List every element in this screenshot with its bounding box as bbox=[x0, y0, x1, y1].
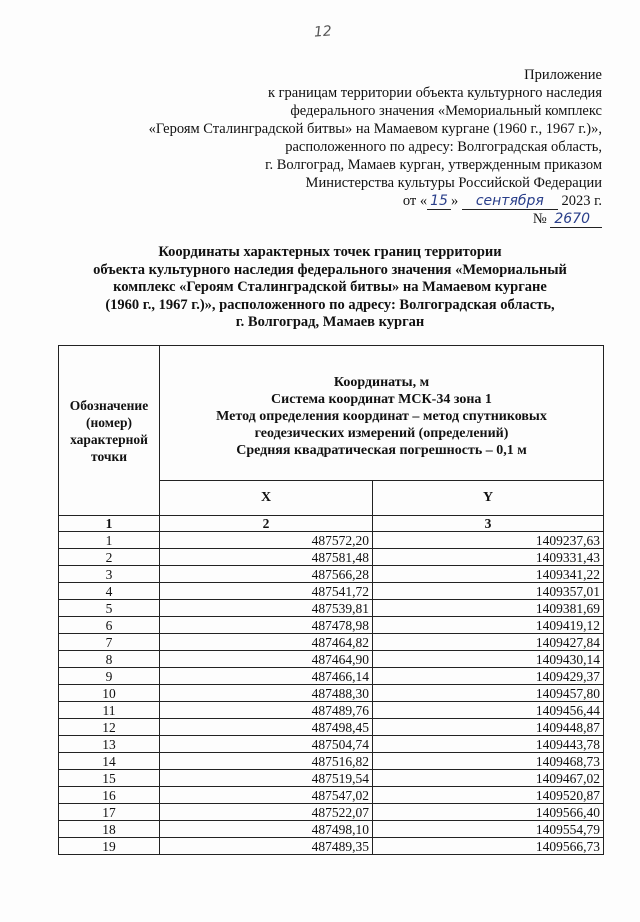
y-coordinate-cell: 1409468,73 bbox=[373, 753, 604, 770]
point-number-cell: 18 bbox=[59, 821, 160, 838]
table-row bbox=[59, 770, 604, 787]
title-line: комплекс «Героям Сталинградской битвы» на Мамаевом кургане bbox=[113, 279, 547, 296]
document-title bbox=[60, 244, 600, 332]
table-row bbox=[59, 685, 604, 702]
table-row bbox=[59, 583, 604, 600]
y-axis-header: Y bbox=[373, 481, 604, 516]
table-row bbox=[59, 600, 604, 617]
table-row bbox=[59, 668, 604, 685]
point-number-cell: 14 bbox=[59, 753, 160, 770]
header-line: точки bbox=[90, 448, 128, 464]
y-coordinate-cell: 1409237,63 bbox=[373, 532, 604, 549]
x-coordinate-cell: 487516,82 bbox=[160, 753, 373, 770]
y-coordinate-cell: 1409467,02 bbox=[373, 770, 604, 787]
table-row bbox=[59, 821, 604, 838]
table-row bbox=[59, 617, 604, 634]
appendix-line: Министерства культуры Российской Федерации bbox=[305, 175, 602, 191]
point-number-cell: 3 bbox=[59, 566, 160, 583]
table-row bbox=[59, 804, 604, 821]
x-coordinate-cell: 487566,28 bbox=[160, 566, 373, 583]
date-mid: » bbox=[450, 193, 459, 209]
table-row bbox=[59, 736, 604, 753]
point-number-cell: 13 bbox=[59, 736, 160, 753]
appendix-line: «Героям Сталинградской битвы» на Мамаевом кургане (1960 г., 1967 г.)», bbox=[148, 121, 602, 137]
y-coordinate-cell: 1409457,80 bbox=[373, 685, 604, 702]
header-line: Средняя квадратическая погрешность – 0,1 м bbox=[236, 442, 527, 458]
point-number-cell: 8 bbox=[59, 651, 160, 668]
date-day-handwritten: 15 bbox=[427, 194, 451, 210]
column-number: 2 bbox=[160, 516, 373, 532]
y-coordinate-cell: 1409427,84 bbox=[373, 634, 604, 651]
point-number-cell: 12 bbox=[59, 719, 160, 736]
x-coordinate-cell: 487466,14 bbox=[160, 668, 373, 685]
order-date bbox=[149, 192, 602, 210]
title-line: Координаты характерных точек границ территории bbox=[158, 244, 502, 260]
date-year: 2023 г. bbox=[561, 193, 602, 209]
date-prefix: от « bbox=[402, 193, 428, 209]
x-coordinate-cell: 487519,54 bbox=[160, 770, 373, 787]
table-row bbox=[59, 634, 604, 651]
header-line: геодезических измерений (определений) bbox=[254, 425, 509, 441]
x-coordinate-cell: 487489,35 bbox=[160, 838, 373, 855]
header-line: Координаты, м bbox=[333, 374, 430, 390]
coordinates-header bbox=[160, 346, 604, 481]
point-number-cell: 6 bbox=[59, 617, 160, 634]
point-number-cell: 9 bbox=[59, 668, 160, 685]
point-number-cell: 7 bbox=[59, 634, 160, 651]
y-coordinate-cell: 1409341,22 bbox=[373, 566, 604, 583]
y-coordinate-cell: 1409430,14 bbox=[373, 651, 604, 668]
point-number-cell: 16 bbox=[59, 787, 160, 804]
table-row bbox=[59, 651, 604, 668]
table-row bbox=[59, 787, 604, 804]
y-coordinate-cell: 1409566,40 bbox=[373, 804, 604, 821]
x-coordinate-cell: 487522,07 bbox=[160, 804, 373, 821]
y-coordinate-cell: 1409357,01 bbox=[373, 583, 604, 600]
title-line: объекта культурного наследия федерального значения «Мемориальный bbox=[93, 261, 567, 278]
appendix-line: Приложение bbox=[524, 67, 602, 83]
appendix-line: федерального значения «Мемориальный комплекс bbox=[290, 103, 602, 119]
header-line: характерной bbox=[70, 431, 148, 447]
x-axis-header: X bbox=[160, 481, 373, 516]
point-number-cell: 2 bbox=[59, 549, 160, 566]
table-row bbox=[59, 702, 604, 719]
y-coordinate-cell: 1409520,87 bbox=[373, 787, 604, 804]
table-row bbox=[59, 549, 604, 566]
title-line: (1960 г., 1967 г.)», расположенного по адресу: Волгоградская область, bbox=[105, 296, 555, 313]
point-number-cell: 19 bbox=[59, 838, 160, 855]
x-coordinate-cell: 487504,74 bbox=[160, 736, 373, 753]
header-line: Система координат МСК-34 зона 1 bbox=[271, 391, 492, 407]
point-label-header bbox=[59, 346, 160, 516]
point-number-cell: 4 bbox=[59, 583, 160, 600]
column-number: 1 bbox=[59, 516, 160, 532]
page-number: 12 bbox=[313, 23, 333, 41]
x-coordinate-cell: 487547,02 bbox=[160, 787, 373, 804]
appendix-header bbox=[149, 66, 602, 228]
y-coordinate-cell: 1409429,37 bbox=[373, 668, 604, 685]
x-coordinate-cell: 487464,90 bbox=[160, 651, 373, 668]
header-line: (номер) bbox=[86, 414, 132, 430]
table-row bbox=[59, 532, 604, 549]
title-line: г. Волгоград, Мамаев курган bbox=[235, 314, 425, 331]
appendix-line: г. Волгоград, Мамаев курган, утвержденным приказом bbox=[265, 157, 602, 173]
header-line: Метод определения координат – метод спутниковых bbox=[216, 408, 547, 424]
coordinates-table bbox=[58, 345, 604, 855]
date-month-handwritten: сентября bbox=[462, 194, 558, 210]
y-coordinate-cell: 1409419,12 bbox=[373, 617, 604, 634]
x-coordinate-cell: 487581,48 bbox=[160, 549, 373, 566]
header-line: Обозначение bbox=[69, 397, 149, 413]
point-number-cell: 10 bbox=[59, 685, 160, 702]
appendix-line: к границам территории объекта культурного наследия bbox=[267, 85, 602, 101]
x-coordinate-cell: 487464,82 bbox=[160, 634, 373, 651]
y-coordinate-cell: 1409456,44 bbox=[373, 702, 604, 719]
x-coordinate-cell: 487489,76 bbox=[160, 702, 373, 719]
x-coordinate-cell: 487539,81 bbox=[160, 600, 373, 617]
y-coordinate-cell: 1409554,79 bbox=[373, 821, 604, 838]
x-coordinate-cell: 487478,98 bbox=[160, 617, 373, 634]
y-coordinate-cell: 1409566,73 bbox=[373, 838, 604, 855]
y-coordinate-cell: 1409443,78 bbox=[373, 736, 604, 753]
x-coordinate-cell: 487488,30 bbox=[160, 685, 373, 702]
order-number bbox=[149, 210, 602, 228]
y-coordinate-cell: 1409381,69 bbox=[373, 600, 604, 617]
y-coordinate-cell: 1409331,43 bbox=[373, 549, 604, 566]
point-number-cell: 5 bbox=[59, 600, 160, 617]
x-coordinate-cell: 487498,45 bbox=[160, 719, 373, 736]
x-coordinate-cell: 487572,20 bbox=[160, 532, 373, 549]
order-number-handwritten: 2670 bbox=[550, 212, 602, 228]
point-number-cell: 1 bbox=[59, 532, 160, 549]
x-coordinate-cell: 487541,72 bbox=[160, 583, 373, 600]
point-number-cell: 15 bbox=[59, 770, 160, 787]
y-coordinate-cell: 1409448,87 bbox=[373, 719, 604, 736]
table-row bbox=[59, 838, 604, 855]
table-row bbox=[59, 753, 604, 770]
appendix-line: расположенного по адресу: Волгоградская область, bbox=[285, 139, 602, 155]
column-number: 3 bbox=[373, 516, 604, 532]
table-row bbox=[59, 719, 604, 736]
x-coordinate-cell: 487498,10 bbox=[160, 821, 373, 838]
number-prefix: № bbox=[532, 211, 547, 227]
point-number-cell: 17 bbox=[59, 804, 160, 821]
table-row bbox=[59, 566, 604, 583]
point-number-cell: 11 bbox=[59, 702, 160, 719]
